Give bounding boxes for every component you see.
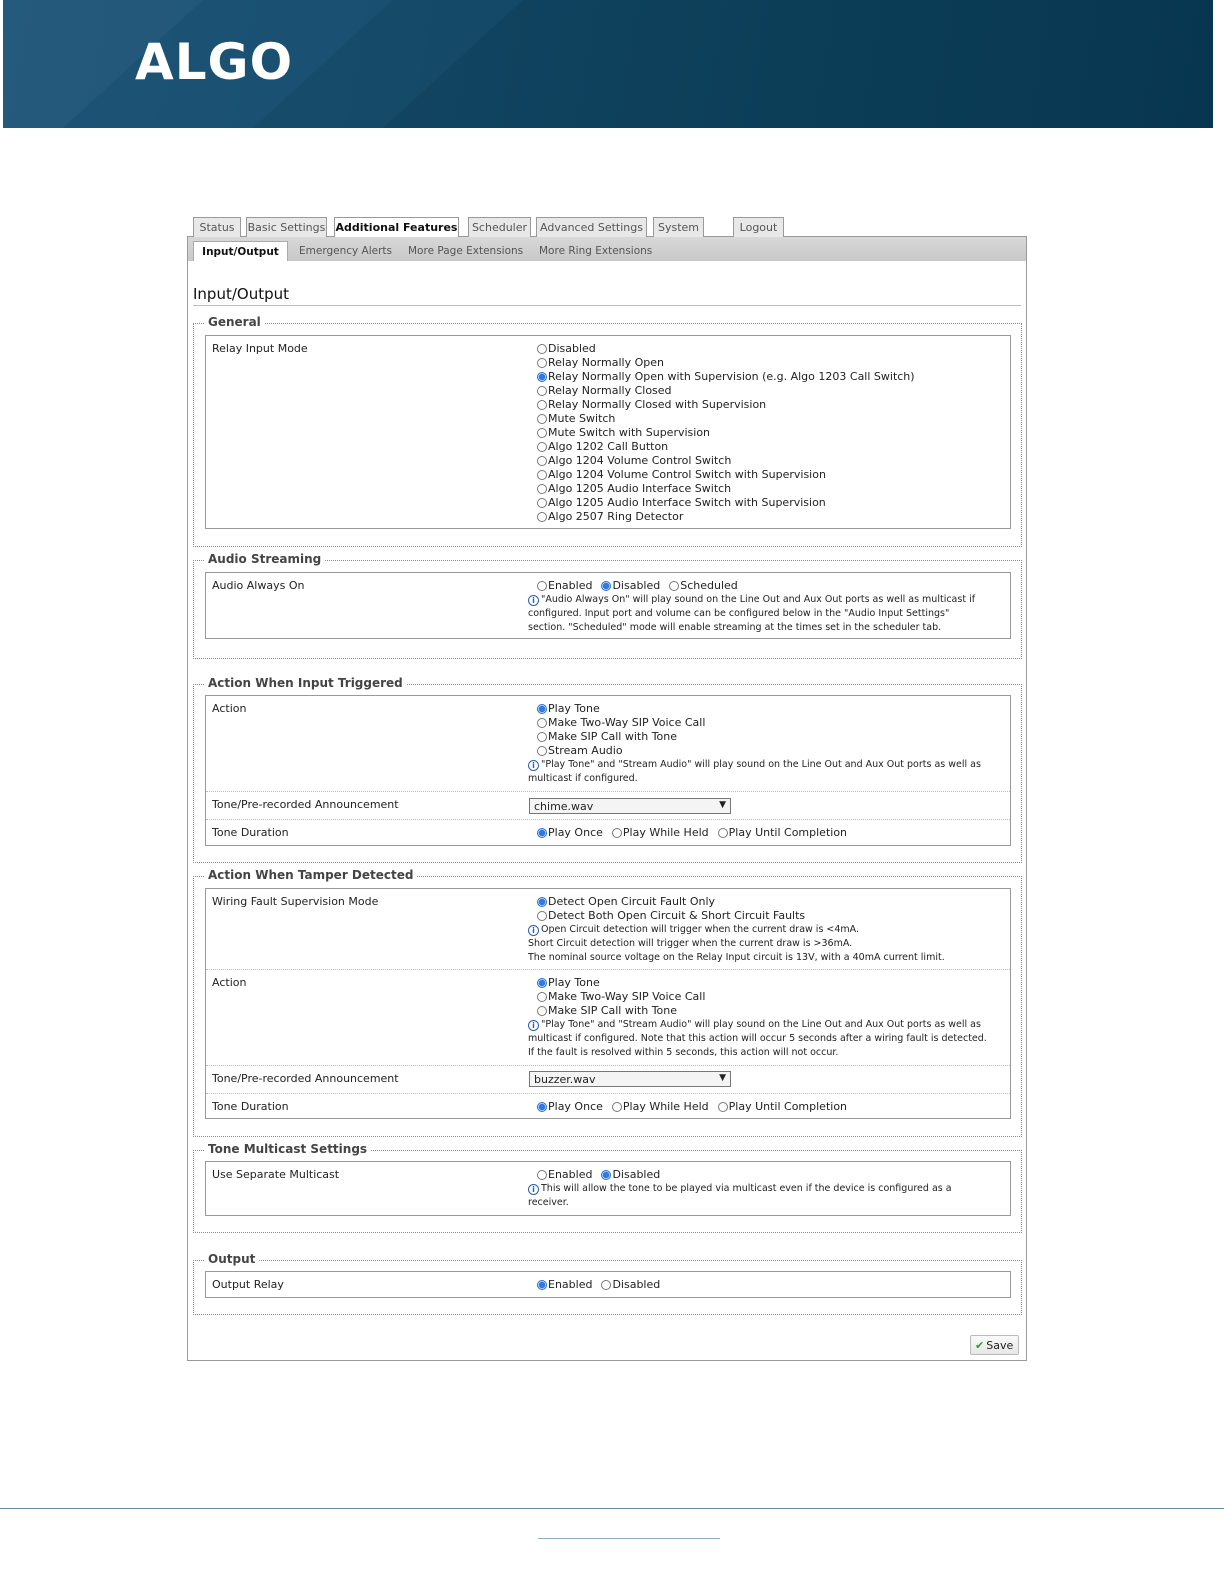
radio-button[interactable] bbox=[537, 386, 547, 396]
radio-label: Detect Open Circuit Fault Only bbox=[548, 895, 716, 908]
radio-label: Relay Normally Closed bbox=[548, 384, 672, 397]
wiring-radios bbox=[537, 895, 998, 923]
info-icon: i bbox=[528, 1184, 539, 1195]
radio-option[interactable] bbox=[537, 579, 592, 593]
tamper-duration-row bbox=[206, 1093, 1010, 1118]
tab-basic-settings[interactable]: Basic Settings bbox=[246, 217, 327, 237]
relay-input-mode-label: Relay Input Mode bbox=[212, 342, 308, 355]
radio-button[interactable] bbox=[537, 428, 547, 438]
radio-button[interactable] bbox=[537, 498, 547, 508]
radio-label: Play Once bbox=[548, 826, 603, 839]
tamper-duration-radios bbox=[537, 1100, 856, 1114]
radio-option[interactable] bbox=[537, 909, 998, 923]
audio-always-on-options bbox=[528, 579, 988, 635]
footer-divider bbox=[0, 1508, 1224, 1509]
tamper-action-note: i "Play Tone" and "Stream Audio" will play sound on the Line Out and Aux Out ports as well as multicast if configured. Note that this action will occur 5 seconds after a wiring fault is detected. If the fault is resolved within 5 seconds, this action will not occur. bbox=[528, 1019, 987, 1058]
multicast-note: i This will allow the tone to be played via multicast even if the device is configured as a receiver. bbox=[528, 1183, 952, 1208]
multicast-options bbox=[528, 1168, 988, 1210]
input-duration-label: Tone Duration bbox=[212, 826, 289, 839]
multicast-section bbox=[193, 1142, 1022, 1233]
radio-option[interactable] bbox=[537, 895, 998, 909]
radio-option[interactable] bbox=[612, 826, 709, 840]
output-relay-radios bbox=[537, 1278, 669, 1292]
radio-label: Mute Switch with Supervision bbox=[548, 426, 711, 439]
radio-label: Make Two-Way SIP Voice Call bbox=[548, 716, 706, 729]
tab-logout[interactable]: Logout bbox=[733, 217, 784, 237]
section-legend: Action When Tamper Detected bbox=[204, 868, 417, 882]
radio-option[interactable] bbox=[601, 1278, 660, 1292]
radio-button[interactable] bbox=[612, 1102, 622, 1112]
radio-option[interactable] bbox=[537, 702, 998, 716]
radio-option[interactable] bbox=[537, 1278, 592, 1292]
radio-label: Play Until Completion bbox=[728, 1100, 848, 1113]
radio-option[interactable] bbox=[537, 468, 915, 482]
tamper-tone-row bbox=[206, 1065, 1010, 1093]
input-tone-select[interactable]: chime.wav ▼ bbox=[529, 798, 731, 814]
radio-label: Disabled bbox=[612, 1278, 661, 1291]
radio-button[interactable] bbox=[612, 828, 622, 838]
radio-label: Make SIP Call with Tone bbox=[548, 730, 678, 743]
tamper-duration-options bbox=[537, 1100, 856, 1114]
audio-streaming-section bbox=[193, 552, 1022, 659]
tamper-box bbox=[205, 888, 1011, 1119]
radio-option[interactable] bbox=[537, 482, 915, 496]
radio-option[interactable] bbox=[537, 440, 915, 454]
radio-button[interactable] bbox=[537, 828, 547, 838]
relay-input-mode-options bbox=[537, 342, 915, 524]
section-legend: Audio Streaming bbox=[204, 552, 325, 566]
radio-button[interactable] bbox=[537, 718, 547, 728]
audio-always-on-row bbox=[206, 573, 1010, 638]
wiring-options bbox=[528, 895, 998, 965]
radio-button[interactable] bbox=[669, 581, 679, 591]
radio-option[interactable] bbox=[537, 370, 915, 384]
radio-option[interactable] bbox=[537, 976, 998, 990]
page-title: Input/Output bbox=[193, 285, 289, 303]
radio-option[interactable] bbox=[537, 744, 998, 758]
radio-option[interactable] bbox=[601, 1168, 660, 1182]
subtab-input-output[interactable]: Input/Output bbox=[193, 241, 288, 261]
relay-input-mode-row bbox=[206, 336, 1010, 528]
algo-logo: ALGO bbox=[135, 33, 294, 91]
radio-label: Make Two-Way SIP Voice Call bbox=[548, 990, 706, 1003]
section-legend: Action When Input Triggered bbox=[204, 676, 407, 690]
radio-button[interactable] bbox=[537, 732, 547, 742]
radio-label: Play Until Completion bbox=[728, 826, 848, 839]
radio-option[interactable] bbox=[537, 342, 915, 356]
radio-option[interactable] bbox=[537, 356, 915, 370]
radio-label: Disabled bbox=[612, 579, 661, 592]
multicast-radios bbox=[537, 1168, 988, 1182]
radio-label: Algo 2507 Ring Detector bbox=[548, 510, 684, 523]
input-tone-label: Tone/Pre-recorded Announcement bbox=[212, 798, 399, 811]
info-icon: i bbox=[528, 925, 539, 936]
tamper-action-options bbox=[528, 976, 998, 1060]
radio-button[interactable] bbox=[537, 456, 547, 466]
info-icon: i bbox=[528, 595, 539, 606]
output-relay-row bbox=[206, 1272, 1010, 1297]
radio-option[interactable] bbox=[537, 398, 915, 412]
tamper-action-row bbox=[206, 969, 1010, 1065]
radio-label: Enabled bbox=[548, 1278, 593, 1291]
radio-button[interactable] bbox=[537, 344, 547, 354]
radio-label: Enabled bbox=[548, 579, 593, 592]
wiring-label: Wiring Fault Supervision Mode bbox=[212, 895, 379, 908]
radio-label: Relay Normally Open with Supervision (e.g. Algo 1203 Call Switch) bbox=[548, 370, 915, 383]
section-legend: General bbox=[204, 315, 265, 329]
checkmark-icon: ✔ bbox=[975, 1339, 985, 1352]
radio-button[interactable] bbox=[537, 581, 547, 591]
radio-label: Disabled bbox=[548, 342, 596, 355]
output-relay-options bbox=[537, 1278, 669, 1292]
input-duration-options bbox=[537, 826, 856, 840]
radio-option[interactable] bbox=[537, 1100, 603, 1114]
subtab-more-page-extensions[interactable]: More Page Extensions bbox=[408, 245, 524, 257]
radio-button[interactable] bbox=[718, 1102, 728, 1112]
output-section bbox=[193, 1252, 1022, 1315]
input-action-options bbox=[528, 702, 998, 786]
radio-option[interactable] bbox=[537, 496, 915, 510]
input-duration-radios bbox=[537, 826, 856, 840]
radio-button[interactable] bbox=[537, 746, 547, 756]
radio-label: Play While Held bbox=[622, 826, 709, 839]
radio-label: Play Tone bbox=[548, 702, 600, 715]
radio-option[interactable] bbox=[601, 579, 660, 593]
multicast-label: Use Separate Multicast bbox=[212, 1168, 340, 1181]
radio-label: Algo 1202 Call Button bbox=[548, 440, 669, 453]
radio-option[interactable] bbox=[537, 412, 915, 426]
radio-button[interactable] bbox=[718, 828, 728, 838]
radio-button[interactable] bbox=[537, 372, 547, 382]
output-relay-label: Output Relay bbox=[212, 1278, 284, 1291]
radio-option[interactable] bbox=[718, 1100, 847, 1114]
tab-scheduler[interactable]: Scheduler bbox=[468, 217, 531, 237]
radio-option[interactable] bbox=[537, 384, 915, 398]
input-action-note: i "Play Tone" and "Stream Audio" will play sound on the Line Out and Aux Out ports as well as multicast if configured. bbox=[528, 759, 981, 784]
radio-button[interactable] bbox=[537, 1280, 547, 1290]
input-duration-row bbox=[206, 819, 1010, 845]
tab-additional-features[interactable]: Additional Features bbox=[334, 217, 459, 238]
radio-option[interactable] bbox=[669, 579, 738, 593]
radio-button[interactable] bbox=[601, 1170, 611, 1180]
radio-option[interactable] bbox=[537, 1004, 998, 1018]
input-triggered-section bbox=[193, 676, 1022, 863]
tamper-tone-label: Tone/Pre-recorded Announcement bbox=[212, 1072, 399, 1085]
radio-button[interactable] bbox=[537, 992, 547, 1002]
multicast-row bbox=[206, 1162, 1010, 1215]
tab-status[interactable]: Status bbox=[193, 217, 241, 237]
audio-always-on-label: Audio Always On bbox=[212, 579, 305, 592]
radio-option[interactable] bbox=[537, 990, 998, 1004]
radio-button[interactable] bbox=[537, 400, 547, 410]
radio-label: Play Once bbox=[548, 1100, 603, 1113]
radio-option[interactable] bbox=[612, 1100, 709, 1114]
tamper-section bbox=[193, 868, 1022, 1137]
radio-button[interactable] bbox=[537, 1102, 547, 1112]
radio-option[interactable] bbox=[537, 826, 603, 840]
wiring-row bbox=[206, 889, 1010, 969]
radio-button[interactable] bbox=[601, 1280, 611, 1290]
radio-label: Algo 1204 Volume Control Switch with Supervision bbox=[548, 468, 826, 481]
radio-option[interactable] bbox=[537, 454, 915, 468]
radio-label: Detect Both Open Circuit & Short Circuit Faults bbox=[548, 909, 806, 922]
radio-button[interactable] bbox=[537, 897, 547, 907]
output-box bbox=[205, 1271, 1011, 1298]
general-box bbox=[205, 335, 1011, 529]
footer-link-line bbox=[538, 1538, 720, 1539]
subtab-emergency-alerts[interactable]: Emergency Alerts bbox=[299, 245, 393, 257]
radio-button[interactable] bbox=[537, 1170, 547, 1180]
radio-option[interactable] bbox=[537, 510, 915, 524]
tamper-action-label: Action bbox=[212, 976, 247, 989]
audio-always-on-radios bbox=[537, 579, 988, 593]
radio-button[interactable] bbox=[537, 358, 547, 368]
tamper-duration-label: Tone Duration bbox=[212, 1100, 289, 1113]
radio-label: Make SIP Call with Tone bbox=[548, 1004, 678, 1017]
input-action-radios bbox=[537, 702, 998, 758]
radio-label: Enabled bbox=[548, 1168, 593, 1181]
subtab-more-ring-extensions[interactable]: More Ring Extensions bbox=[539, 245, 653, 257]
radio-label: Relay Normally Closed with Supervision bbox=[548, 398, 767, 411]
radio-label: Scheduled bbox=[680, 579, 738, 592]
radio-label: Play Tone bbox=[548, 976, 600, 989]
input-action-row bbox=[206, 696, 1010, 791]
tamper-tone-select[interactable]: buzzer.wav ▼ bbox=[529, 1071, 731, 1087]
radio-button[interactable] bbox=[537, 512, 547, 522]
radio-label: Mute Switch bbox=[548, 412, 616, 425]
tab-advanced-settings[interactable]: Advanced Settings bbox=[536, 217, 647, 237]
info-icon: i bbox=[528, 1020, 539, 1031]
audio-streaming-box bbox=[205, 572, 1011, 639]
tamper-action-radios bbox=[537, 976, 998, 1018]
radio-label: Algo 1204 Volume Control Switch bbox=[548, 454, 732, 467]
radio-option[interactable] bbox=[537, 426, 915, 440]
input-action-label: Action bbox=[212, 702, 247, 715]
radio-label: Algo 1205 Audio Interface Switch with Supervision bbox=[548, 496, 826, 509]
radio-button[interactable] bbox=[601, 581, 611, 591]
save-button[interactable]: ✔ Save bbox=[970, 1335, 1019, 1355]
input-triggered-box bbox=[205, 695, 1011, 846]
radio-option[interactable] bbox=[537, 730, 998, 744]
section-legend: Output bbox=[204, 1252, 259, 1266]
general-section bbox=[193, 315, 1022, 547]
header-banner bbox=[3, 0, 1213, 128]
audio-always-on-note: i "Audio Always On" will play sound on the Line Out and Aux Out ports as well as multicast if configured. Input port and volume can be configured below in the "Audio Input Settings" section. "Scheduled" mode will enable streaming at the times set in the scheduler tab. bbox=[528, 594, 976, 633]
radio-button[interactable] bbox=[537, 414, 547, 424]
info-icon: i bbox=[528, 760, 539, 771]
radio-button[interactable] bbox=[537, 484, 547, 494]
tab-system[interactable]: System bbox=[653, 217, 704, 237]
input-tone-row bbox=[206, 791, 1010, 819]
radio-label: Play While Held bbox=[622, 1100, 709, 1113]
radio-label: Relay Normally Open bbox=[548, 356, 664, 369]
chevron-down-icon: ▼ bbox=[719, 1073, 726, 1083]
radio-label: Stream Audio bbox=[548, 744, 623, 757]
radio-option[interactable] bbox=[718, 826, 847, 840]
chevron-down-icon: ▼ bbox=[719, 800, 726, 810]
radio-option[interactable] bbox=[537, 716, 998, 730]
multicast-box bbox=[205, 1161, 1011, 1216]
title-divider bbox=[193, 305, 1021, 306]
radio-label: Algo 1205 Audio Interface Switch bbox=[548, 482, 732, 495]
radio-button[interactable] bbox=[537, 470, 547, 480]
radio-button[interactable] bbox=[537, 978, 547, 988]
section-legend: Tone Multicast Settings bbox=[204, 1142, 371, 1156]
radio-label: Disabled bbox=[612, 1168, 661, 1181]
radio-button[interactable] bbox=[537, 704, 547, 714]
wiring-note: i Open Circuit detection will trigger when the current draw is <4mA. Short Circuit detection will trigger when the current draw is >36mA. The nominal source voltage on the Relay Input circuit is 13V, with a 40mA current limit. bbox=[528, 924, 945, 963]
radio-option[interactable] bbox=[537, 1168, 592, 1182]
radio-button[interactable] bbox=[537, 442, 547, 452]
radio-button[interactable] bbox=[537, 911, 547, 921]
radio-button[interactable] bbox=[537, 1006, 547, 1016]
